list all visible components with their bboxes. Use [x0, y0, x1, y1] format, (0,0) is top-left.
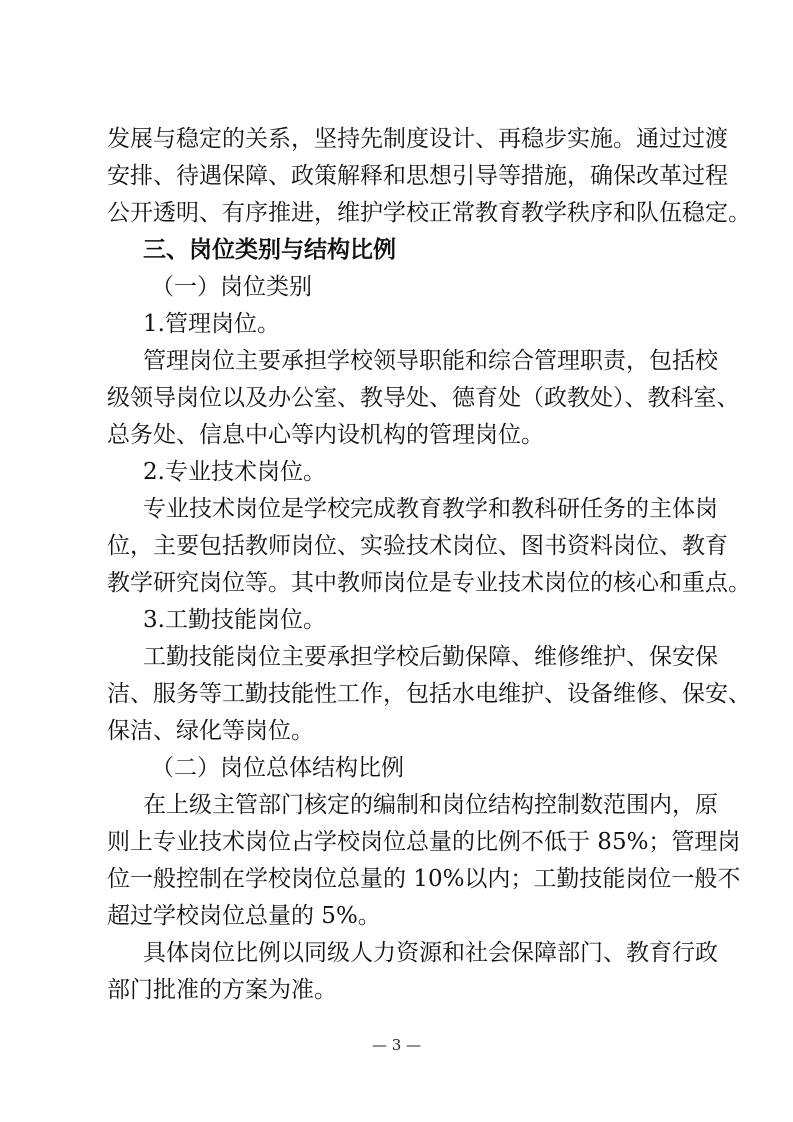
body-text-line: 专业技术岗位是学校完成教育教学和教科研任务的主体岗	[143, 496, 718, 522]
body-text-line: 洁、服务等工勤技能性工作，包括水电维护、设备维修、保安、	[107, 681, 751, 707]
item-heading: 1.管理岗位。	[143, 311, 280, 337]
body-text-line: 管理岗位主要承担学校领导职能和综合管理职责，包括校	[143, 348, 718, 374]
subsection-heading: （一）岗位类别	[151, 274, 312, 300]
subsection-heading: （二）岗位总体结构比例	[151, 755, 404, 781]
body-text-line: 具体岗位比例以同级人力资源和社会保障部门、教育行政	[143, 940, 718, 966]
body-text-line: 安排、待遇保障、政策解释和思想引导等措施，确保改革过程	[107, 163, 728, 189]
body-text-line: 总务处、信息中心等内设机构的管理岗位。	[107, 422, 544, 448]
body-text-line: 公开透明、有序推进，维护学校正常教育教学秩序和队伍稳定。	[107, 200, 751, 226]
body-text-line: 工勤技能岗位主要承担学校后勤保障、维修维护、保安保	[143, 644, 718, 670]
document-body	[107, 121, 751, 1009]
body-text-line: 教学研究岗位等。其中教师岗位是专业技术岗位的核心和重点。	[107, 570, 751, 596]
body-text-line: 在上级主管部门核定的编制和岗位结构控制数范围内，原	[143, 792, 718, 818]
body-text-line: 超过学校岗位总量的 5%。	[107, 903, 381, 929]
item-heading: 2.专业技术岗位。	[143, 459, 326, 485]
section-heading: 三、岗位类别与结构比例	[143, 237, 396, 263]
body-text-line: 保洁、绿化等岗位。	[107, 718, 314, 744]
body-text-line: 位一般控制在学校岗位总量的 10%以内；工勤技能岗位一般不	[107, 866, 741, 892]
body-text-line: 发展与稳定的关系，坚持先制度设计、再稳步实施。通过过渡	[107, 126, 728, 152]
body-text-line: 部门批准的方案为准。	[107, 977, 337, 1003]
body-text-line: 级领导岗位以及办公室、教导处、德育处（政教处）、教科室、	[107, 385, 740, 411]
body-text-line: 位，主要包括教师岗位、实验技术岗位、图书资料岗位、教育	[107, 533, 728, 559]
item-heading: 3.工勤技能岗位。	[143, 607, 326, 633]
page-number: — 3 —	[371, 1036, 422, 1054]
body-text-line: 则上专业技术岗位占学校岗位总量的比例不低于 85%；管理岗	[107, 829, 741, 855]
